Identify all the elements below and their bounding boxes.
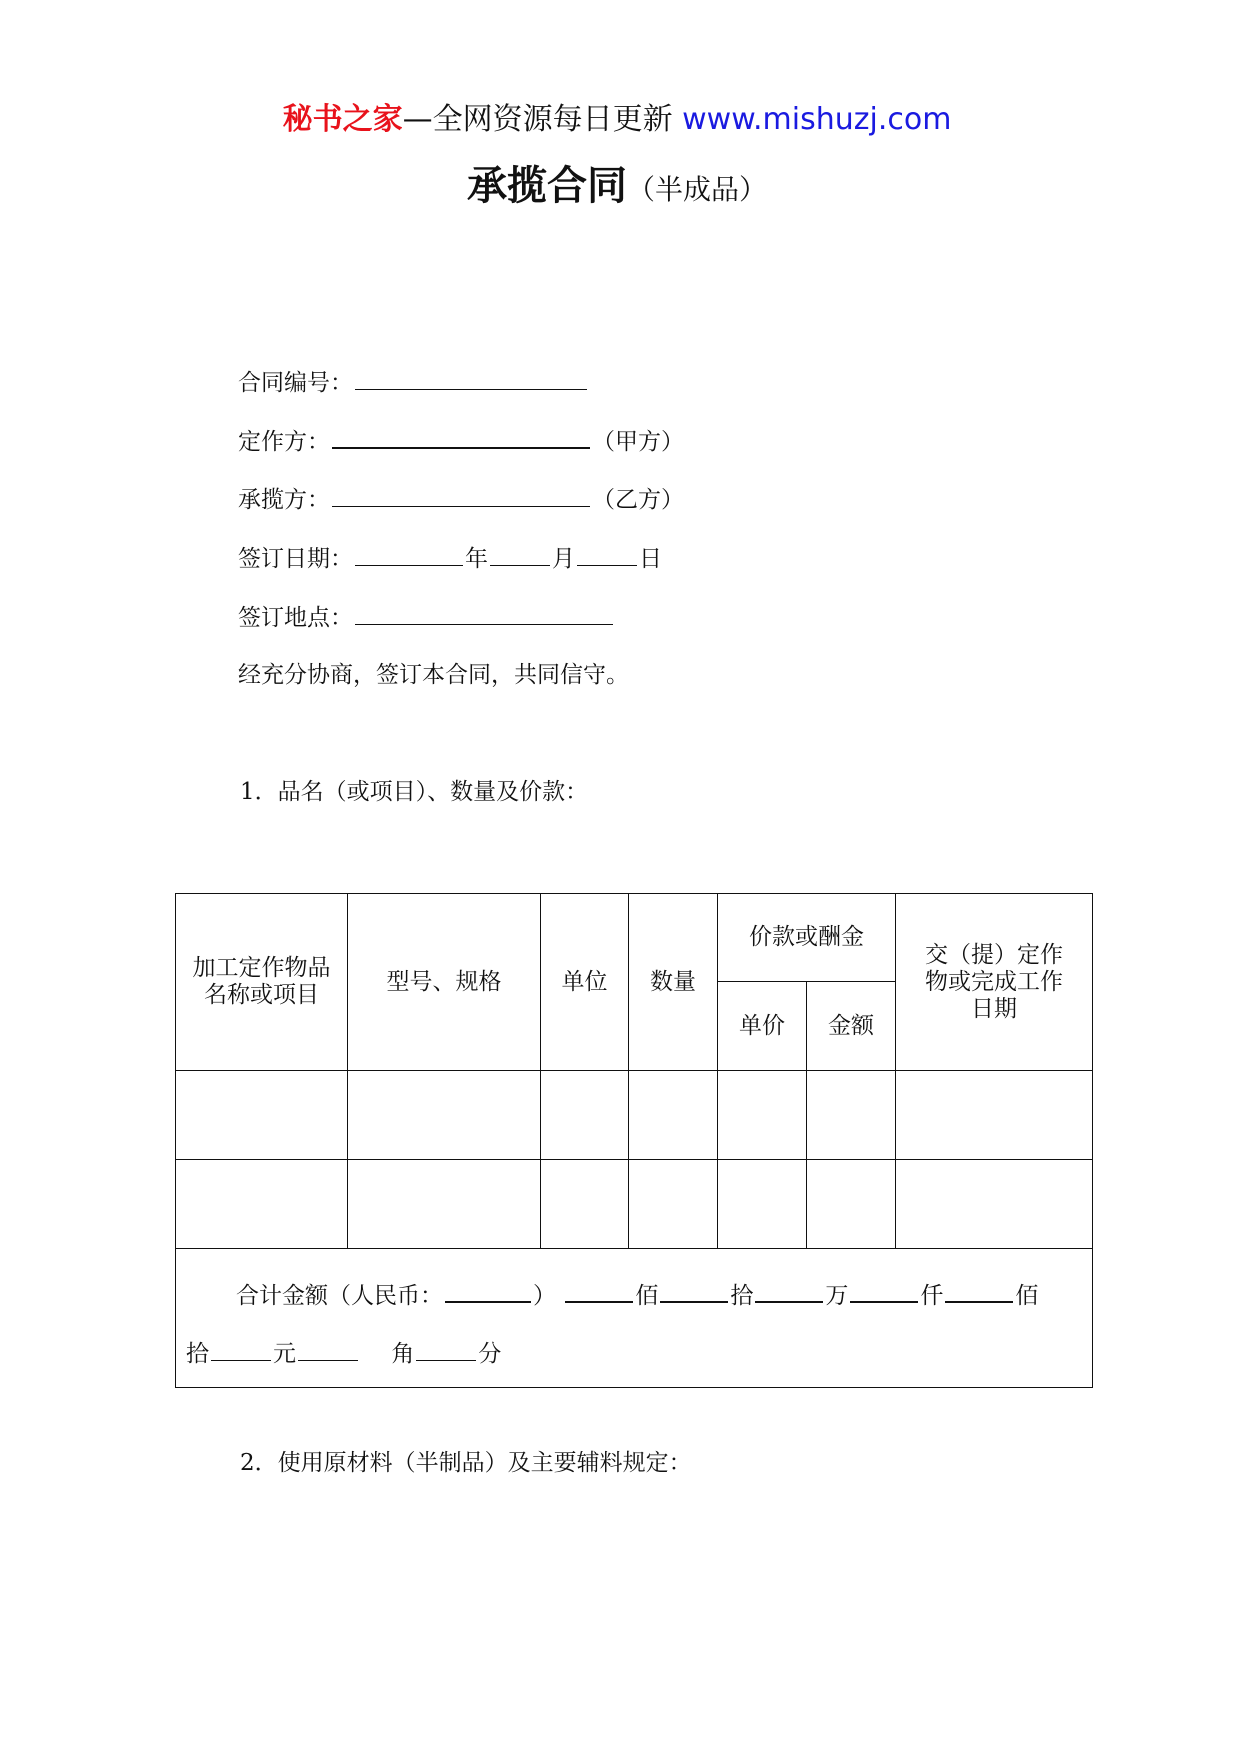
sign-date-line [238, 543, 662, 574]
table-row [176, 1071, 1093, 1160]
orderer-line [238, 425, 684, 457]
orderer-suffix: （甲方） [592, 429, 684, 455]
header-amount: 金额 [807, 982, 896, 1071]
contractor-line [238, 484, 684, 515]
year-label: 年 [465, 546, 488, 572]
month-blank[interactable] [490, 543, 550, 566]
table-cell[interactable] [718, 1071, 807, 1160]
header-unit: 单位 [541, 894, 629, 1071]
table-cell[interactable] [629, 1160, 718, 1249]
jiao-blank[interactable] [416, 1338, 476, 1361]
table-cell[interactable] [348, 1071, 541, 1160]
year-blank[interactable] [355, 543, 463, 566]
table-cell[interactable] [896, 1160, 1093, 1249]
shi-blank[interactable] [660, 1279, 728, 1303]
orderer-blank[interactable] [332, 425, 590, 449]
day-blank[interactable] [577, 543, 637, 566]
table-cell[interactable] [807, 1160, 896, 1249]
contract-no-blank[interactable] [355, 367, 587, 390]
contract-no-line [238, 367, 589, 398]
month-label: 月 [552, 546, 575, 572]
bai2-blank[interactable] [945, 1279, 1013, 1303]
total-rmb-blank[interactable] [445, 1279, 531, 1303]
header-model: 型号、规格 [348, 894, 541, 1071]
header-unit-price: 单价 [718, 982, 807, 1071]
site-slogan: —全网资源每日更新 [402, 102, 673, 137]
total-row-2: 拾 元 角 分 [186, 1325, 1082, 1383]
table-cell[interactable] [176, 1160, 348, 1249]
table-row [176, 1160, 1093, 1249]
section-1-heading: 1．品名（或项目）、数量及价款： [240, 779, 589, 805]
document-title [0, 154, 1234, 211]
header-quantity: 数量 [629, 894, 718, 1071]
total-label: 合计金额（人民币： [236, 1283, 443, 1309]
header-delivery: 交（提）定作物或完成工作日期 [896, 894, 1093, 1071]
site-header [0, 100, 1234, 140]
site-brand: 秘书之家 [282, 102, 403, 137]
items-table [175, 893, 1093, 1388]
sign-date-label: 签订日期： [238, 546, 353, 572]
section-2-heading: 2．使用原材料（半制品）及主要辅料规定： [240, 1450, 692, 1476]
title-sub: （半成品） [626, 173, 767, 206]
table-cell[interactable] [807, 1071, 896, 1160]
orderer-label: 定作方： [238, 429, 330, 455]
table-cell[interactable] [896, 1071, 1093, 1160]
shi2-blank[interactable] [211, 1338, 271, 1361]
yuan-blank[interactable] [298, 1338, 358, 1361]
table-cell[interactable] [541, 1071, 629, 1160]
contractor-suffix: （乙方） [592, 487, 684, 513]
day-label: 日 [639, 546, 662, 572]
site-url-link[interactable]: www.mishuzj.com [682, 102, 952, 137]
header-item-name: 加工定作物品名称或项目 [176, 894, 348, 1071]
total-amount-cell [176, 1249, 1093, 1388]
sign-place-line [238, 602, 615, 633]
total-row-1: 合计金额（人民币： ） 佰 拾 万 仟 佰 [186, 1267, 1082, 1325]
title-main: 承揽合同 [466, 163, 627, 209]
table-cell[interactable] [718, 1160, 807, 1249]
wan-blank[interactable] [755, 1279, 823, 1303]
sign-place-label: 签订地点： [238, 605, 353, 631]
contractor-blank[interactable] [332, 484, 590, 507]
table-cell[interactable] [541, 1160, 629, 1249]
contractor-label: 承揽方： [238, 487, 330, 513]
sign-place-blank[interactable] [355, 602, 613, 625]
table-cell[interactable] [348, 1160, 541, 1249]
table-cell[interactable] [176, 1071, 348, 1160]
contract-no-label: 合同编号： [238, 370, 353, 396]
header-price-group: 价款或酬金 [718, 894, 896, 982]
qian-blank[interactable] [850, 1279, 918, 1303]
table-cell[interactable] [629, 1071, 718, 1160]
agreement-text: 经充分协商，签订本合同，共同信守。 [238, 662, 629, 688]
bai-blank[interactable] [565, 1279, 633, 1303]
